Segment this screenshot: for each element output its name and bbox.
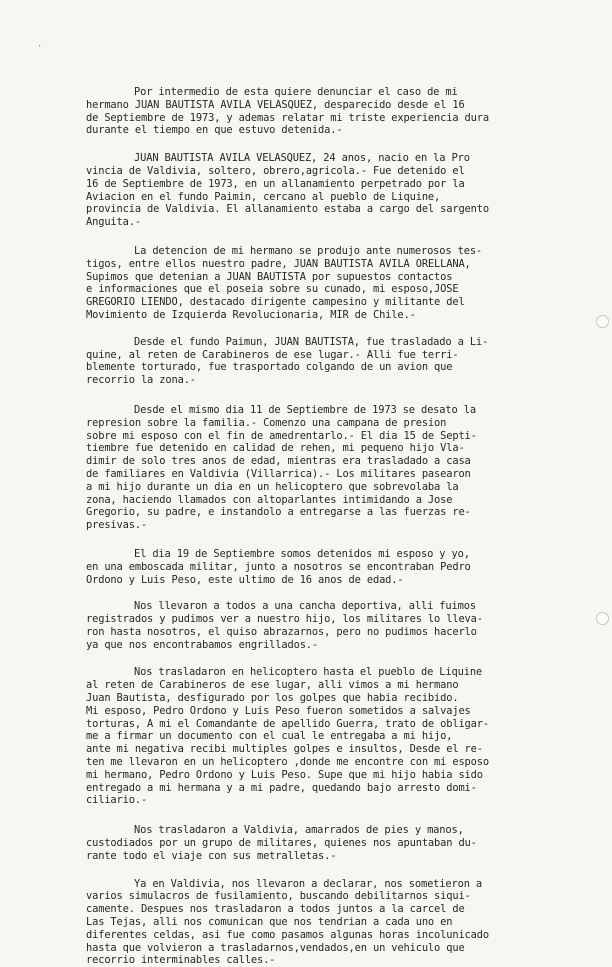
corner-mark: ': [37, 44, 43, 54]
text-line: 16 de Septiembre de 1973, en un allanamiento perpetrado por la: [86, 177, 465, 190]
paragraph: [86, 824, 586, 862]
text-line: Ya en Valdivia, nos llevaron a declarar, nos sometieron a: [134, 877, 483, 890]
text-line: ante mi negativa recibi multiples golpes e insultos, Desde el re-: [86, 743, 483, 756]
text-line: al reten de Carabineros de ese lugar, alli vimos a mi hermano: [86, 679, 459, 692]
text-line: tiembre fue detenido en calidad de rehen, mi pequeno hijo Vla-: [86, 442, 465, 455]
text-line: Anguita.-: [86, 216, 141, 229]
paragraph: [86, 548, 586, 586]
paragraph: [86, 86, 586, 137]
text-line: Mi esposo, Pedro Ordono y Luis Peso fueron sometidos a salvajes: [86, 704, 471, 717]
text-line: Las Tejas, alli nos comunican que nos tendrian a cada uno en: [86, 916, 453, 929]
text-line: Ordono y Luis Peso, este ultimo de 16 anos de edad.-: [86, 573, 404, 586]
text-line: rante todo el viaje con sus metralletas.-: [86, 849, 337, 862]
text-line: ciliario.-: [86, 794, 148, 807]
text-line: ten me llevaron en un helicoptero ,donde me encontre con mi esposo: [86, 756, 489, 769]
text-line: varios simulacros de fusilamiento, buscando debilitarnos siqui-: [86, 890, 471, 903]
text-line: recorrio interminables calles.-: [86, 954, 276, 967]
paragraph: [86, 245, 586, 322]
text-line: torturas, A mi el Comandante de apellido Guerra, trato de obligar-: [86, 717, 489, 730]
text-line: represion sobre la familia.- Comenzo una campana de presion: [86, 416, 447, 429]
paragraph: [86, 666, 586, 807]
text-line: Aviacion en el fundo Paimin, cercano al pueblo de Liquine,: [86, 190, 441, 203]
text-line: a mi hijo durante un dia en un helicoptero que sobrevolaba la: [86, 480, 459, 493]
text-line: GREGORIO LIENDO, destacado dirigente campesino y militante del: [86, 296, 465, 309]
text-line: hasta que volvieron a trasladarnos,vendados,en un vehiculo que: [86, 941, 465, 954]
text-line: vincia de Valdivia, soltero, obrero,agricola.- Fue detenido el: [86, 164, 465, 177]
paragraph: [86, 600, 586, 651]
paragraph: [86, 404, 586, 532]
text-line: Nos trasladaron a Valdivia, amarrados de pies y manos,: [134, 824, 464, 837]
text-line: camente. Despues nos trasladaron a todos juntos a la carcel de: [86, 903, 465, 916]
text-line: durante el tiempo en que estuvo detenida.-: [86, 124, 343, 137]
text-line: custodiados por un grupo de militares, quienes nos apuntaban du-: [86, 837, 477, 850]
paragraph: [86, 336, 586, 387]
text-line: Gregorio, su padre, e instandolo a entregarse a las fuerzas re-: [86, 506, 471, 519]
text-line: ya que nos encontrabamos engrillados.-: [86, 638, 319, 651]
text-line: El dia 19 de Septiembre somos detenidos mi esposo y yo,: [134, 547, 470, 560]
text-line: ron hasta nosotros, el quiso abrazarnos, pero no pudimos hacerlo: [86, 625, 477, 638]
text-line: Juan Bautista, desfigurado por los golpes que habia recibido.: [86, 692, 459, 705]
text-line: registrados y pudimos ver a nuestro hijo, los militares lo lleva-: [86, 613, 483, 626]
text-line: La detencion de mi hermano se produjo ante numerosos tes-: [134, 244, 483, 257]
text-line: entregado a mi hermana y a mi padre, quedando bajo arresto domi-: [86, 781, 477, 794]
punch-hole: [596, 612, 609, 625]
text-line: Supimos que detenian a JUAN BAUTISTA por supuestos contactos: [86, 270, 453, 283]
text-line: de familiares en Valdivia (Villarrica).- Los militares pasearon: [86, 467, 471, 480]
text-line: sobre mi esposo con el fin de amedrentarlo.- El dia 15 de Septi-: [86, 429, 477, 442]
text-line: de Septiembre de 1973, y ademas relatar mi triste experiencia dura: [86, 111, 489, 124]
text-line: en una emboscada militar, junto a nosotros se encontraban Pedro: [86, 560, 471, 573]
text-line: quine, al reten de Carabineros de ese lugar.- Alli fue terri-: [86, 348, 459, 361]
text-line: JUAN BAUTISTA AVILA VELASQUEZ, 24 anos, nacio en la Pro: [134, 152, 470, 165]
text-line: Nos trasladaron en helicoptero hasta el pueblo de Liquine: [134, 666, 483, 679]
text-line: blemente torturado, fue trasportado colgando de un avion que: [86, 361, 453, 374]
text-line: diferentes celdas, asi fue como pasamos algunas horas incolunicado: [86, 928, 489, 941]
text-line: me a firmar un documento con el cual le entregaba a mi hijo,: [86, 730, 453, 743]
paragraph: [86, 152, 586, 229]
text-line: Desde el fundo Paimun, JUAN BAUTISTA, fue trasladado a Li-: [134, 335, 489, 348]
punch-hole: [596, 315, 609, 328]
text-line: dimir de solo tres anos de edad, mientras era trasladado a casa: [86, 455, 471, 468]
text-line: e informaciones que el poseia sobre su cunado, mi esposo,JOSE: [86, 283, 459, 296]
text-line: Nos llevaron a todos a una cancha deportiva, alli fuimos: [134, 600, 476, 613]
text-line: mi hermano, Pedro Ordono y Luis Peso. Supe que mi hijo habia sido: [86, 768, 483, 781]
text-line: recorrio la zona.-: [86, 374, 196, 387]
text-line: Desde el mismo dia 11 de Septiembre de 1973 se desato la: [134, 403, 476, 416]
text-line: presivas.-: [86, 519, 148, 532]
text-line: hermano JUAN BAUTISTA AVILA VELASQUEZ, desparecido desde el 16: [86, 98, 465, 111]
text-line: provincia de Valdivia. El allanamiento estaba a cargo del sargento: [86, 203, 489, 216]
testimony-body: [86, 86, 586, 967]
text-line: Movimiento de Izquierda Revolucionaria, MIR de Chile.-: [86, 308, 416, 321]
text-line: tigos, entre ellos nuestro padre, JUAN BAUTISTA AVILA ORELLANA,: [86, 257, 471, 270]
text-line: zona, haciendo llamados con altoparlantes intimidando a Jose: [86, 493, 453, 506]
text-line: Por intermedio de esta quiere denunciar el caso de mi: [134, 86, 458, 98]
